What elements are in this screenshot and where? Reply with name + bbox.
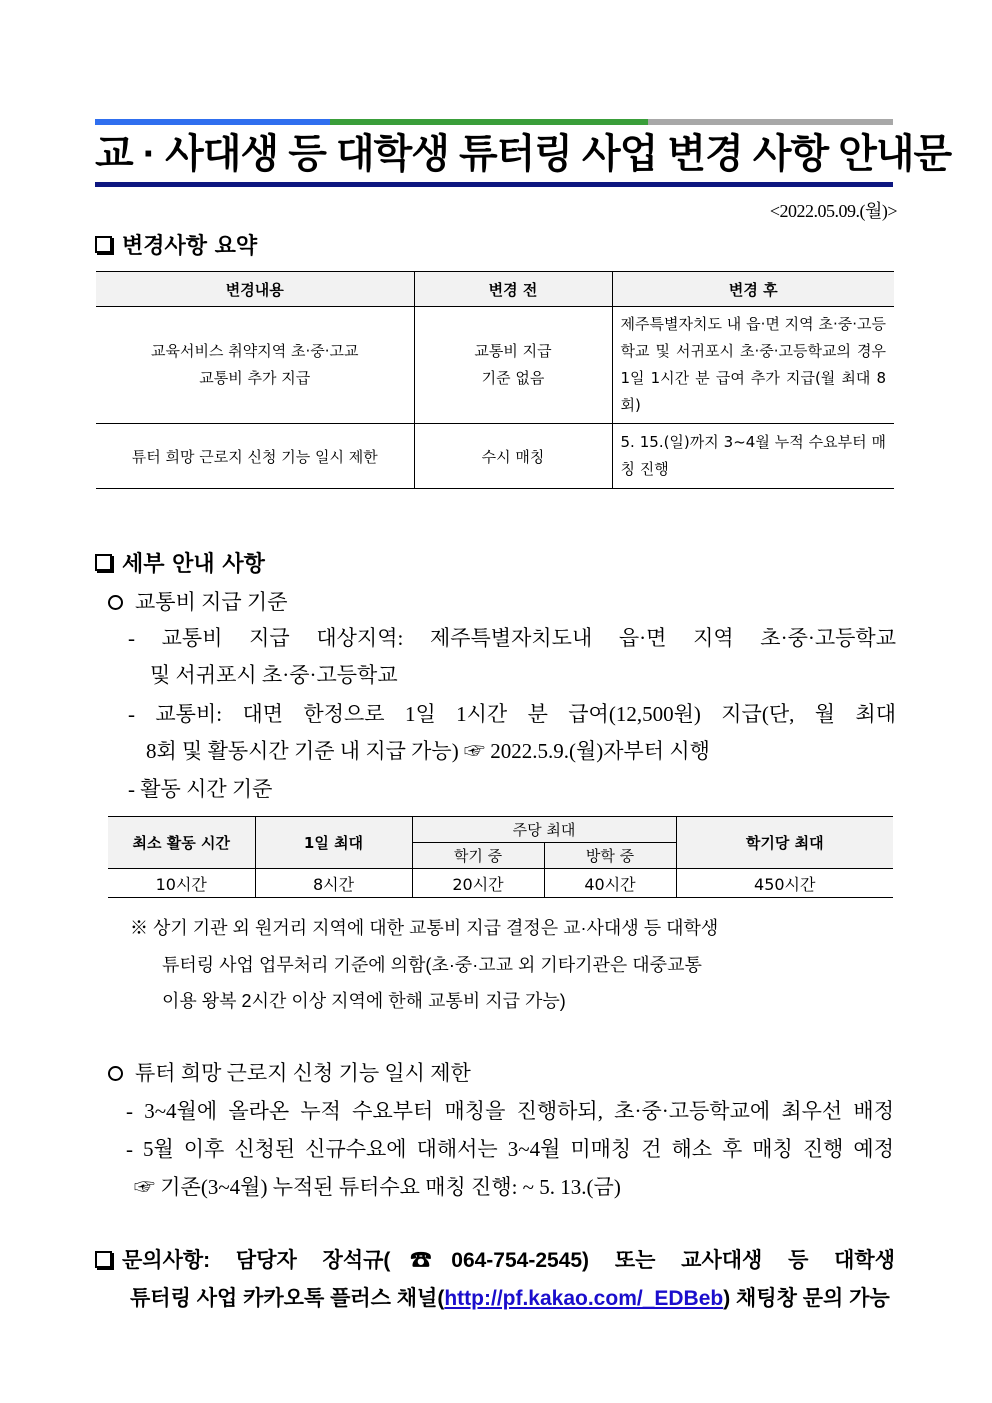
col-header-before: 변경 전 — [414, 272, 612, 307]
header-daily-max: 1일 최대 — [255, 817, 412, 869]
value-daily-max: 8시간 — [255, 869, 412, 898]
table-row — [108, 869, 893, 898]
cell-content: 교육서비스 취약지역 초·중·고교 교통비 추가 지급 — [96, 307, 414, 424]
restriction-subheading: 튜터 희망 근로지 신청 기능 일시 제한 — [108, 1057, 471, 1087]
value-weekly-semester: 20시간 — [412, 869, 544, 898]
value-semester-max: 450시간 — [676, 869, 893, 898]
title-underline — [95, 182, 893, 187]
section-summary-heading — [95, 229, 257, 260]
transport-item-1-line2: 및 서귀포시 초·중·고등학교 — [150, 663, 398, 687]
header-weekly-vacation: 방학 중 — [544, 843, 676, 869]
cell-before: 수시 매칭 — [414, 424, 612, 489]
transport-item-2-line1: - 교통비: 대면 한정으로 1일 1시간 분 급여(12,500원) 지급(단, 월 최대 — [128, 702, 896, 726]
cell-after: 제주특별자치도 내 읍·면 지역 초·중·고등학교 및 서귀포시 초·중·고등학교의 경우 1일 1시간 분 급여 추가 지급(월 최대 8회) — [612, 307, 894, 424]
checkbox-icon — [95, 236, 112, 253]
hours-header-row-1 — [108, 817, 893, 843]
transport-item-3: - 활동 시간 기준 — [128, 777, 273, 801]
title-color-bar — [95, 119, 893, 125]
header-semester-max: 학기당 최대 — [676, 817, 893, 869]
note-line-3: 이용 왕복 2시간 이상 지역에 한해 교통비 지급 가능) — [162, 991, 566, 1011]
bar-segment-blue — [95, 119, 330, 125]
activity-hours-table — [108, 816, 893, 898]
circle-bullet-icon — [108, 595, 123, 610]
header-weekly-max: 주당 최대 — [412, 817, 676, 843]
col-header-content: 변경내용 — [96, 272, 414, 307]
transport-item-1-line1: - 교통비 지급 대상지역: 제주특별자치도내 읍·면 지역 초·중·고등학교 — [128, 626, 896, 650]
note-line-2: 튜터링 사업 업무처리 기준에 의함(초·중·고교 외 기타기관은 대중교통 — [162, 955, 702, 975]
cell-before: 교통비 지급 기준 없음 — [414, 307, 612, 424]
restriction-item-1: - 3~4월에 올라온 누적 수요부터 매칭을 진행하되, 초·중·고등학교에 최우선 배정 — [126, 1099, 894, 1123]
checkbox-icon — [95, 554, 112, 571]
section-summary-title: 변경사항 요약 — [122, 234, 258, 259]
transport-item-2-line2: 8회 및 활동시간 기준 내 지급 가능) ☞ 2022.5.9.(월)자부터 시행 — [146, 739, 710, 763]
cell-after: 5. 15.(일)까지 3~4월 누적 수요부터 매칭 진행 — [612, 424, 894, 489]
contact-line-1: 문의사항: 담당자 장석규(☎064-754-2545) 또는 교사대생 등 대학생 — [95, 1244, 895, 1274]
header-min-hours: 최소 활동 시간 — [108, 817, 255, 869]
header-weekly-semester: 학기 중 — [412, 843, 544, 869]
value-weekly-vacation: 40시간 — [544, 869, 676, 898]
col-header-after: 변경 후 — [612, 272, 894, 307]
transport-subheading: 교통비 지급 기준 — [108, 586, 288, 616]
document-title: 교 · 사대생 등 대학생 튜터링 사업 변경 사항 안내문 — [95, 132, 952, 176]
value-min-hours: 10시간 — [108, 869, 255, 898]
summary-table — [96, 271, 894, 489]
circle-bullet-icon — [108, 1066, 123, 1081]
bar-segment-green — [330, 119, 648, 125]
restriction-item-3: ☞ 기존(3~4월) 누적된 튜터수요 매칭 진행: ~ 5. 13.(금) — [134, 1175, 621, 1199]
contact-line-2: 튜터링 사업 카카오톡 플러스 채널(http://pf.kakao.com/_EDBeb) 채팅창 문의 가능 — [130, 1287, 890, 1310]
table-row — [96, 307, 894, 424]
cell-content: 튜터 희망 근로지 신청 기능 일시 제한 — [96, 424, 414, 489]
table-row — [96, 424, 894, 489]
section-details-heading — [95, 547, 265, 578]
note-line-1: ※ 상기 기관 외 원거리 지역에 대한 교통비 지급 결정은 교·사대생 등 대학생 — [130, 918, 719, 938]
section-details-title: 세부 안내 사항 — [122, 552, 265, 577]
checkbox-icon — [95, 1251, 112, 1268]
kakao-channel-link[interactable]: http://pf.kakao.com/_EDBeb — [444, 1287, 724, 1310]
restriction-item-2: - 5월 이후 신청된 신규수요에 대해서는 3~4월 미매칭 건 해소 후 매칭 진행 예정 — [126, 1137, 894, 1161]
bar-segment-gray — [648, 119, 893, 125]
summary-header-row — [96, 272, 894, 307]
document-date: <2022.05.09.(월)> — [769, 201, 897, 221]
